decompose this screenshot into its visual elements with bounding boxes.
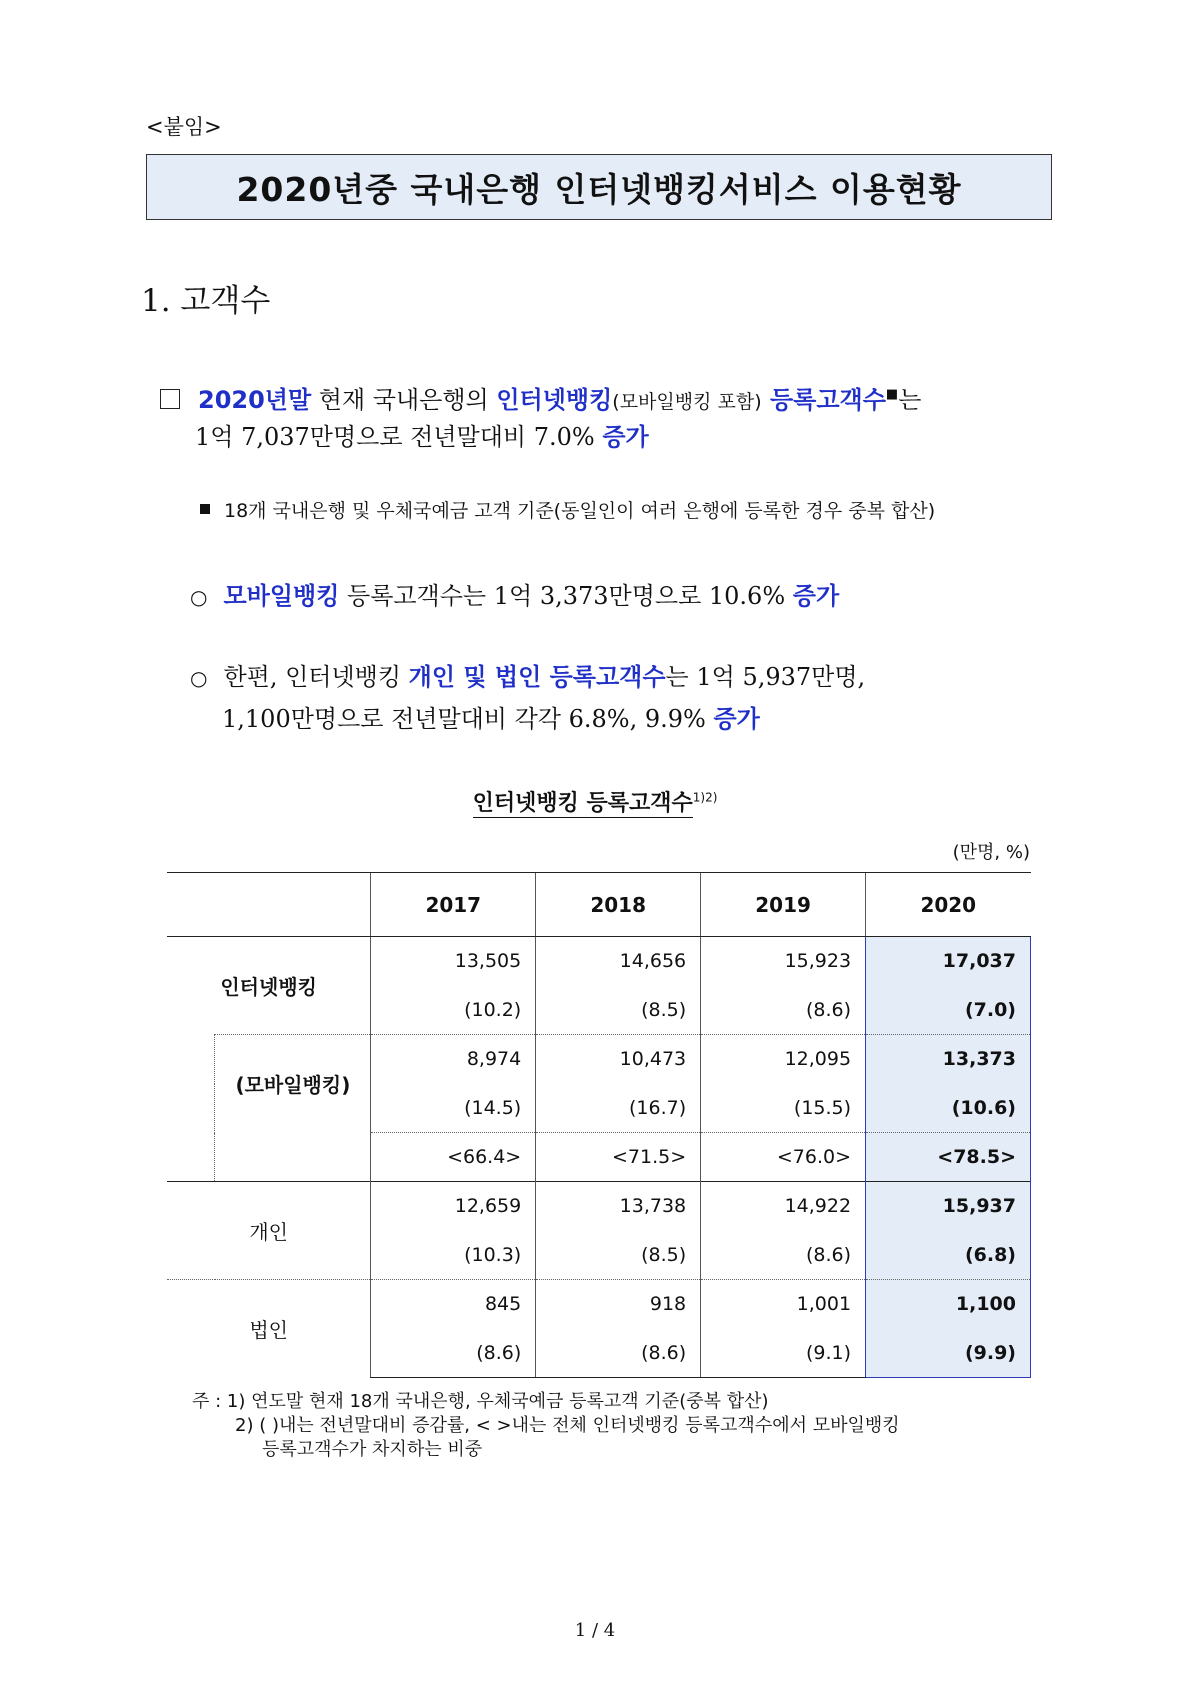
cell: <71.5> [536,1133,701,1182]
cell: (9.1) [701,1329,866,1378]
cell: 14,922 [701,1182,866,1231]
cell: (16.7) [536,1084,701,1133]
paragraph-2 [190,575,839,618]
circle-bullet-icon: ○ [190,585,208,609]
para3-text-end: 는 1억 5,937만명, [665,663,866,691]
cell: (10.2) [371,986,536,1035]
cell: 12,659 [371,1182,536,1231]
row-label-internet: 인터넷뱅킹 [220,975,317,999]
year-header: 2019 [701,873,866,937]
paragraph-3 [190,656,865,699]
cell: 14,656 [536,937,701,986]
para1-year: 2020년말 [198,386,312,414]
cell-highlight: (7.0) [866,986,1031,1035]
para3-line2-text: 1,100만명으로 전년말대비 각각 6.8%, 9.9% [222,705,714,733]
note-1 [200,496,935,523]
cell-highlight: (9.9) [866,1329,1031,1378]
para1-end: 는 [898,386,922,414]
cell: 918 [536,1280,701,1329]
table-header-row [167,873,1031,937]
paragraph-3-line-2 [222,698,760,740]
cell: 12,095 [701,1035,866,1084]
cell: (8.6) [701,986,866,1035]
indent-cell [167,1035,215,1182]
cell: (8.5) [536,1231,701,1280]
unit-label: (만명, %) [952,842,1030,863]
cell: (8.6) [701,1231,866,1280]
cell-highlight: <78.5> [866,1133,1031,1182]
table-row [167,1035,1031,1084]
cell: <66.4> [371,1133,536,1182]
cell-highlight: 13,373 [866,1035,1031,1084]
footnote-2-cont: 등록고객수가 차지하는 비중 [262,1439,483,1460]
year-header: 2018 [536,873,701,937]
cell: (10.3) [371,1231,536,1280]
row-label-mobile: (모바일뱅킹) [215,1035,371,1133]
para1-mobile-incl: (모바일뱅킹 포함) [612,391,762,413]
table-title [0,786,1190,817]
table-title-text: 인터넷뱅킹 등록고객수 [472,791,693,816]
cell: 10,473 [536,1035,701,1084]
para3-increase: 증가 [713,704,760,733]
table-row [167,937,1031,986]
cell-highlight: 1,100 [866,1280,1031,1329]
para1-internet: 인터넷뱅킹 [496,386,613,414]
checkbox-bullet-icon [160,389,180,409]
para1-line2-text: 1억 7,037만명으로 전년말대비 7.0% [195,423,603,451]
table-row [167,1280,1031,1329]
cell: 15,923 [701,937,866,986]
footnote-2: 2) ( )내는 전년말대비 증감률, < >내는 전체 인터넷뱅킹 등록고객수에서 모바일뱅킹 [235,1415,900,1436]
page-number: 1 / 4 [574,1620,616,1641]
para3-text: 한편, 인터넷뱅킹 [223,663,409,691]
footnote-marker-icon: ■ [885,387,899,402]
cell: (8.5) [536,986,701,1035]
page-title: 2020년중 국내은행 인터넷뱅킹서비스 이용현황 [236,169,962,209]
table-row [167,1182,1031,1231]
para1-customers: 등록고객수 [761,386,886,414]
square-bullet-icon [200,504,210,514]
para3-highlight: 개인 및 법인 등록고객수 [408,662,666,691]
cell: 13,505 [371,937,536,986]
cell: (14.5) [371,1084,536,1133]
mobile-blank [215,1133,371,1182]
cell: <76.0> [701,1133,866,1182]
title-box [146,154,1052,220]
cell: 1,001 [701,1280,866,1329]
cell: (15.5) [701,1084,866,1133]
para2-text: 등록고객수는 1억 3,373만명으로 10.6% [339,582,793,610]
section-heading: 1. 고객수 [141,283,271,319]
footnote-1: 주 : 1) 연도말 현재 18개 국내은행, 우체국예금 등록고객 기준(중복 합산) [192,1391,769,1412]
row-label-personal: 개인 [167,1182,371,1280]
para2-mobile: 모바일뱅킹 [223,581,340,610]
para2-increase: 증가 [792,581,840,610]
circle-bullet-icon: ○ [190,666,208,690]
cell: (8.6) [536,1329,701,1378]
cell: 13,738 [536,1182,701,1231]
table-row [167,1133,1031,1182]
paragraph-1-line-2 [195,416,649,458]
cell: 8,974 [371,1035,536,1084]
cell: (8.6) [371,1329,536,1378]
year-header: 2020 [866,873,1031,937]
attachment-label: <붙임> [146,115,222,139]
cell: 845 [371,1280,536,1329]
header-blank [167,873,371,937]
year-header: 2017 [371,873,536,937]
cell-highlight: 15,937 [866,1182,1031,1231]
para1-text: 현재 국내은행의 [311,386,497,414]
cell-highlight: (10.6) [866,1084,1031,1133]
table-title-sup: 1)2) [692,790,718,805]
note-1-text: 18개 국내은행 및 우체국예금 고객 기준(동일인이 여러 은행에 등록한 경우 중복 합산) [224,500,936,522]
cell-highlight: (6.8) [866,1231,1031,1280]
cell-highlight: 17,037 [866,937,1031,986]
para1-increase: 증가 [602,422,649,451]
customers-table [167,872,1031,1378]
row-label-corporate: 법인 [167,1280,371,1378]
